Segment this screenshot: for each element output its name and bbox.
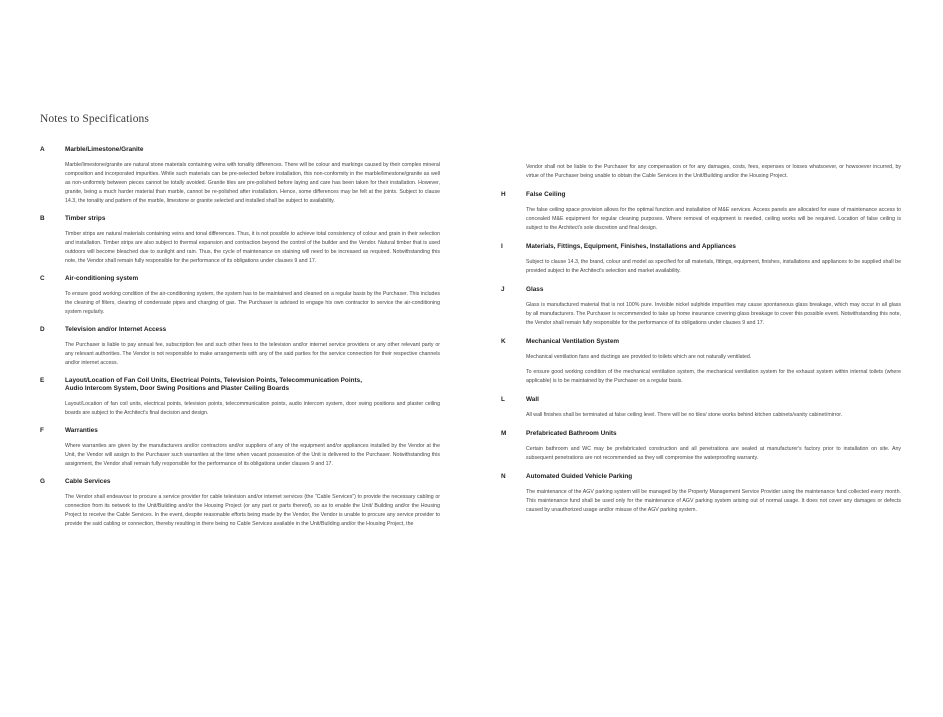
spec-section	[501, 191, 901, 233]
section-heading: Television and/or Internet Access	[65, 326, 167, 333]
spec-section	[501, 338, 901, 386]
spec-section	[501, 473, 901, 515]
section-letter: M	[501, 430, 507, 437]
left-column	[40, 146, 440, 538]
spec-section	[501, 163, 901, 181]
section-paragraph: Certain bathroom and WC may be prefabricated construction and all penetrations are sealed at manufacturer's factory prior to installation on site. Any subsequent penetrations are not recommended as they will compromise the waterproofing warranty.	[526, 446, 901, 461]
section-paragraph: All wall finishes shall be terminated at false ceiling level. There will be no tiles/ stone works behind kitchen cabinets/vanity cabinet/mirror.	[526, 412, 843, 418]
spec-section	[40, 427, 440, 469]
section-paragraph: Where warranties are given by the manufacturers and/or contractors and/or suppliers of any of the equipment and/or appliances installed by the Vendor at the Unit, the Vendor will assign to the Purchaser such warranties at the time when vacant possession of the Unit is delivered to the Purchaser. Notwithstanding this assignment, the Vendor shall remain fully responsible for the performance of its obligations under clauses 9 and 17.	[65, 443, 440, 467]
section-letter: J	[501, 286, 505, 293]
spec-section	[40, 326, 440, 368]
section-heading: Layout/Location of Fan Coil Units, Electrical Points, Television Points, Telecommunication Points, Audio Intercom System, Door Swing Positions and Plaster Ceiling Boards	[65, 377, 362, 392]
section-letter: N	[501, 473, 506, 480]
section-letter: L	[501, 396, 505, 403]
section-letter: E	[40, 377, 45, 384]
section-paragraph: Timber strips are natural materials containing veins and tonal differences. Thus, it is not possible to achieve total consistency of colour and grain in their selection and installation. Timber strips are also subject to thermal expansion and contraction beyond the control of the builder and the Vendor. Natural timber that is used outdoors will become bleached due to sunlight and rain. Thus, the cycle of maintenance on staining will need to be increased as required. Notwithstanding this note, the Vendor shall remain fully responsible for the performance of its obligations under clauses 9 and 17.	[65, 231, 440, 264]
section-heading: Marble/Limestone/Granite	[65, 146, 144, 153]
section-heading: Automated Guided Vehicle Parking	[526, 473, 633, 480]
section-letter: H	[501, 191, 506, 198]
section-letter: A	[40, 146, 45, 153]
section-heading: Prefabricated Bathroom Units	[526, 430, 617, 437]
section-paragraph: The Purchaser is liable to pay annual fee, subscription fee and such other fees to the television and/or internet service providers or any other relevant party or any relevant authorities. The Vendor is not responsible to make arrangements with any of the said parties for the service connection for their respective channels and/or internet access.	[65, 342, 440, 366]
spec-section	[501, 430, 901, 463]
spec-section	[40, 377, 440, 418]
section-paragraph: The maintenance of the AGV parking system will be managed by the Property Management Service Provider using the maintenance fund collected every month. This maintenance fund shall be used only for the maintenance of AGV parking system arising out of normal usage. It does not cover any damages or defects caused by unauthorized usage and/or misuse of the AGV parking system.	[526, 489, 901, 513]
spec-section	[40, 478, 440, 529]
section-letter: K	[501, 338, 506, 345]
section-letter: C	[40, 275, 45, 282]
section-paragraph: Mechanical ventilation fans and ductings are provided to toilets which are not naturally ventilated.	[526, 354, 752, 360]
section-paragraph: Glass is manufactured material that is not 100% pure. Invisible nickel sulphide impurities may cause spontaneous glass breakage, which may occur in all glass by all manufacturers. The Purchaser is recommended to take up home insurance covering glass breakage to cover this possible event. Notwithstanding this note, the Vendor shall remain fully responsible for the performance of its obligations under clauses 9 and 17.	[526, 302, 901, 326]
spec-section	[501, 286, 901, 328]
section-heading: Timber strips	[65, 215, 106, 222]
spec-section	[40, 275, 440, 317]
right-column	[501, 163, 901, 525]
section-heading: Warranties	[65, 427, 98, 434]
section-heading: Mechanical Ventilation System	[526, 338, 620, 345]
section-paragraph: Layout/Location of fan coil units, electrical points, television points, telecommunication points, audio intercom system, door swing positions and plaster ceiling boards are subject to the Architect's final decision and design.	[65, 401, 440, 416]
section-paragraph: To ensure good working condition of the air-conditioning system, the system has to be maintained and cleaned on a regular basis by the Purchaser. This includes the cleaning of filters, clearing of condensate pipes and charging of gas. The Purchaser is advised to engage his own contractor to service the air-conditioning system regularly.	[65, 291, 440, 315]
section-heading: False Ceiling	[526, 191, 566, 198]
section-letter: D	[40, 326, 45, 333]
section-heading: Air-conditioning system	[65, 275, 139, 282]
section-paragraph: The Vendor shall endeavour to procure a service provider for cable television and/or internet services (the “Cable Services”) to provide the necessary cabling or connection from its network to the Unit/Building and/or the Housing Project (or any part or parts thereof), so as to enable the Unit/ Building and/or the Housing Project to receive the Cable Services. In the event, despite reasonable efforts being made by the Vendor, the Vendor is unable to procure any service provider to provide the said cabling or connection, thereby resulting in there being no Cable Services available in the Unit/Building and/or the Housing Project, the	[65, 494, 440, 527]
section-heading: Cable Services	[65, 478, 111, 485]
section-paragraph: Vendor shall not be liable to the Purchaser for any compensation or for any damages, costs, fees, expenses or losses whatsoever, or howsoever incurred, by virtue of the Purchaser being unable to obtain the Cable Services in the Unit/Building and/or the Housing Project.	[526, 164, 901, 179]
section-paragraph: Subject to clause 14.3, the brand, colour and model as specified for all materials, fittings, equipment, finishes, installations and appliances to be supplied shall be provided subject to the Architect's selection and market availability.	[526, 259, 901, 274]
section-heading: Glass	[526, 286, 544, 293]
section-heading: Materials, Fittings, Equipment, Finishes, Installations and Appliances	[526, 243, 736, 250]
section-letter: G	[40, 478, 45, 485]
section-letter: B	[40, 215, 45, 222]
spec-section	[40, 215, 440, 266]
section-paragraph: The false ceiling space provision allows for the optimal function and installation of M&E services. Access panels are allocated for ease of maintenance access to concealed M&E equipment for regular cleaning purposes. Where removal of equipment is needed, ceiling works will be required. Location of false ceiling is subject to the Architect's sole discretion and final design.	[526, 207, 901, 231]
spec-section	[501, 396, 901, 420]
spec-section	[501, 243, 901, 276]
page-title: Notes to Specifications	[40, 113, 149, 125]
section-letter: F	[40, 427, 44, 434]
spec-section	[40, 146, 440, 206]
section-letter: I	[501, 243, 503, 250]
section-paragraph: Marble/limestone/granite are natural stone materials containing veins with tonality differences. There will be colour and markings caused by their complex mineral composition and incorporated impurities. While such materials can be pre-selected before installation, this non-conformity in the marble/limestone/granite as well as non-uniformity between pieces cannot be totally avoided. Granite tiles are pre-polished before laying and care has been taken for their installation. However, granite, being a much harder material than marble, cannot be re-polished after installation. Hence, some differences may be felt at the joints. Subject to clause 14.3, the tonality and pattern of the marble, limestone or granite selected and installed shall be subject to availability.	[65, 162, 440, 204]
section-heading: Wall	[526, 396, 539, 403]
section-paragraph: To ensure good working condition of the mechanical ventilation system, the mechanical ventilation system for the exhaust system within internal toilets (where applicable) is to be maintained by the Purchaser on a regular basis.	[526, 369, 901, 384]
